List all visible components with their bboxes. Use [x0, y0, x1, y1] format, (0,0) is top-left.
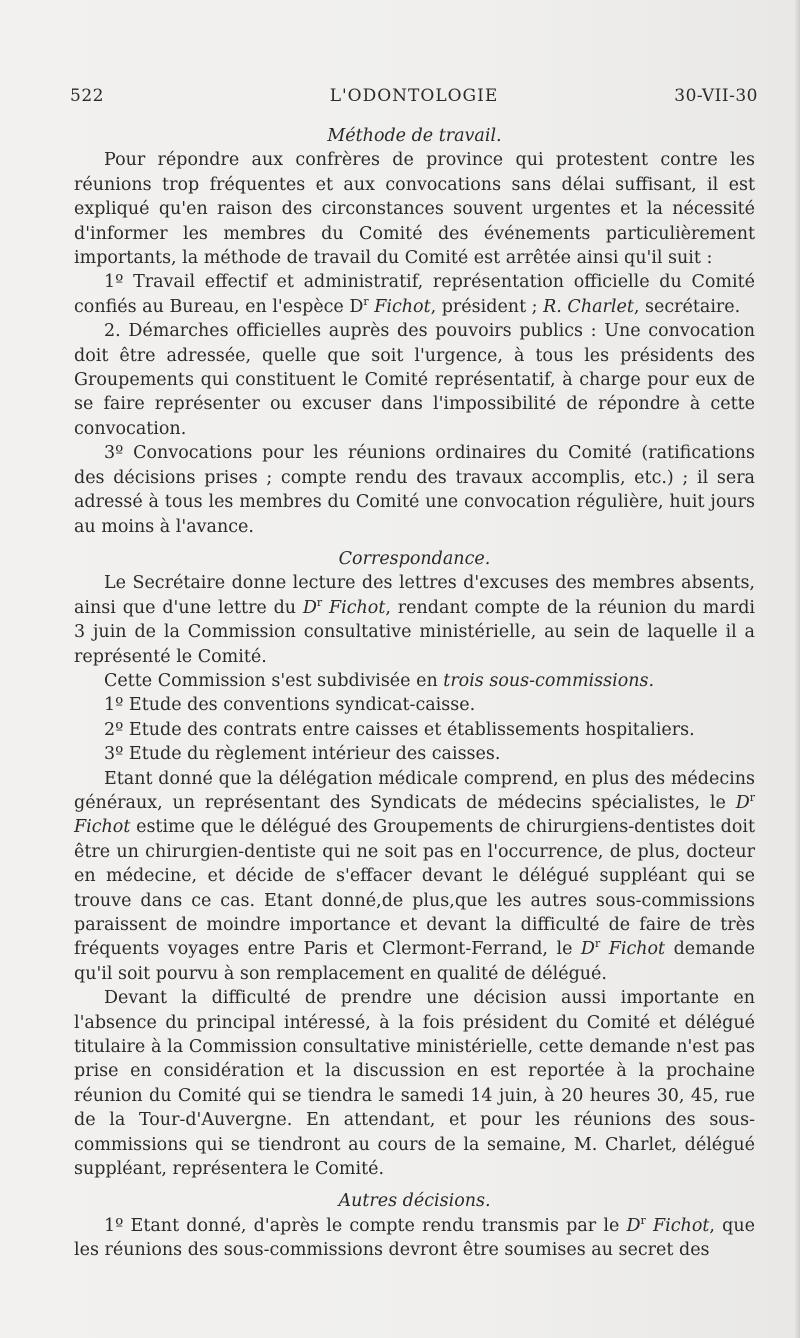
corr1-name: Fichot	[322, 597, 386, 618]
paragraph-autres-1	[74, 1214, 755, 1263]
list-item-subcommission-2: 2º Etude des contrats entre caisses et établissements hospitaliers.	[104, 719, 695, 740]
journal-title: L'ODONTOLOGIE	[329, 86, 499, 106]
paragraph-item-3: 3º Convocations pour les réunions ordinaires du Comité (ratifications des décisions prises ; compte rendu des travaux accomplis, etc.) ; il sera adressé à tous les membres du Comité une convocation régulière, huit jours au moins à l'avance.	[74, 443, 755, 537]
autres1-text-a: 1º Etant donné, d'après le compte rendu transmis par le	[104, 1215, 627, 1236]
corr1-dr: D	[302, 597, 317, 618]
corr3-text-a: Etant donné que la délégation médicale comprend, en plus des médecins généraux, un représentant des Syndicats de médecins spécialistes, le	[74, 768, 755, 813]
list-item-subcommission-1: 1º Etude des conventions syndicat-caisse.	[104, 695, 476, 716]
paragraph-item-2: 2. Démarches officielles auprès des pouvoirs publics : Une convocation doit être adressée, quelle que soit l'urgence, à tous les présidents des Groupements qui constituent le Comité représentatif, à charge pour eux de se faire représenter ou excuser dans l'impossibilité de répondre à cette convocation.	[74, 321, 755, 439]
corr2-italic: trois sous-commissions.	[443, 670, 655, 691]
item1-text-c: , secrétaire.	[633, 296, 741, 317]
item1-sup: r	[363, 295, 369, 309]
corr3-text-b: estime que le délégué des Groupements de chirurgiens-dentistes doit être un chirurgien-dentiste qui ne soit pas en l'occurrence, de plus, docteur en médecine, et décide de s'effacer devant le délégué suppléant qui se trouve dans ce cas. Etant donné,de plus,que les autres sous-commissions paraissent de moindre importance et devant la difficulté de faire de très fréquents voyages entre Paris et Clermont-Ferrand, le	[74, 817, 755, 960]
corr1-text-a: Le Secrétaire donne lecture des lettres d'excuses des membres absents, ainsi que d'une lettre du	[74, 573, 755, 618]
autres1-sup: r	[640, 1214, 646, 1228]
page-number: 522	[70, 86, 104, 106]
item1-text-a: 1º Travail effectif et administratif, représentation officielle du Comité confiés au Bureau, en l'espèce D	[74, 272, 755, 317]
paragraph-corr-1	[74, 571, 755, 669]
paragraph-item-1	[74, 270, 755, 319]
corr3-name2: Fichot	[600, 939, 666, 960]
article-body	[74, 124, 755, 1263]
paragraph-corr-4: Devant la difficulté de prendre une décision aussi importante en l'absence du principal intéressé, à la fois président du Comité et délégué titulaire à la Commission consultative ministérielle, cette demande n'est pas prise en considération et la discussion en est reportée à la prochaine réunion du Comité qui se tiendra le samedi 14 juin, à 20 heures 30, 45, rue de la Tour-d'Auvergne. En attendant, et pour les réunions des sous-commissions qui se tiendront au cours de la semaine, M. Charlet, délégué suppléant, représentera le Comité.	[74, 988, 755, 1180]
section-heading-correspondance: Correspondance.	[338, 548, 491, 569]
corr3-sup2: r	[594, 937, 601, 951]
section-heading-autres: Autres décisions.	[338, 1191, 491, 1212]
autres1-text-b: , que les réunions des sous-commissions devront être soumises au secret des	[74, 1215, 755, 1261]
running-header	[70, 86, 758, 114]
item1-text-b: , président ;	[430, 296, 544, 317]
autres1-name: Fichot	[645, 1215, 710, 1236]
corr1-text-b: , rendant compte de la réunion du mardi 3 juin de la Commission consultative ministérielle, au sein de laquelle il a représenté le Comité.	[74, 597, 755, 667]
paragraph-corr-2	[74, 669, 755, 693]
paragraph-corr-3	[74, 767, 755, 987]
section-heading-methode: Méthode de travail.	[327, 126, 502, 146]
page-edge-shadow	[794, 0, 800, 1338]
item1-name-fichot: Fichot	[374, 296, 431, 317]
corr3-dr2: D	[580, 939, 595, 960]
corr2-text-a: Cette Commission s'est subdivisée en	[104, 670, 444, 691]
autres1-dr: D	[626, 1215, 641, 1236]
paragraph-methode-intro: Pour répondre aux confrères de province qui protestent contre les réunions trop fréquentes et aux convocations sans délai suffisant, il est expliqué qu'en raison des circonstances souvent urgentes et la nécessité d'informer les membres du Comité des événements particulièrement importants, la méthode de travail du Comité est arrêtée ainsi qu'il suit :	[74, 150, 755, 269]
corr3-dr: D	[735, 792, 750, 813]
list-item-subcommission-3: 3º Etude du règlement intérieur des caisses.	[104, 744, 501, 765]
issue-date: 30-VII-30	[674, 86, 758, 106]
item1-name-charlet: R. Charlet	[543, 296, 634, 317]
corr3-text-c: demande qu'il soit pourvu à son remplacement en qualité de délégué.	[74, 939, 755, 984]
corr3-sup: r	[749, 791, 755, 805]
corr1-sup: r	[316, 595, 323, 609]
corr3-name: Fichot	[74, 817, 131, 838]
